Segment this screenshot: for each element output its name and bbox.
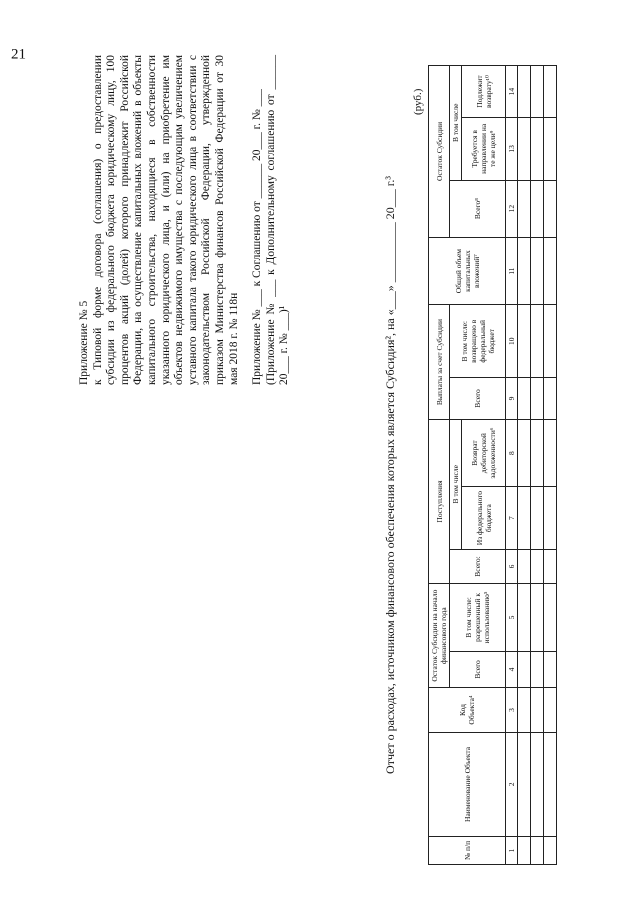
header-num: № п/п	[429, 836, 506, 864]
col-num: 9	[506, 378, 518, 420]
header-income-fed: Из федерального бюджета	[462, 487, 506, 549]
col-num: 8	[506, 419, 518, 487]
report-table	[428, 65, 557, 865]
page-number: 21	[11, 46, 26, 63]
col-num: 13	[506, 118, 518, 180]
col-num: 3	[506, 688, 518, 733]
report-title: Отчет о расходах, источником финансового обеспечения которых является Субсидия², на «___» __________ 20___ г.³	[383, 176, 397, 774]
header-income: Поступления	[429, 419, 450, 583]
header-rest-need: Требуется в направлении на те же цели⁹	[462, 118, 506, 180]
table-row	[518, 66, 531, 865]
col-num: 11	[506, 237, 518, 305]
header-code: Код Объекта⁴	[429, 688, 506, 733]
header-rest-incl: В том числе	[450, 66, 462, 181]
header-capital: Общий объем капитальных вложений⁷	[429, 237, 506, 305]
header-name: Наименование Объекта	[429, 732, 506, 836]
header-paid-total: Всего	[450, 378, 506, 420]
col-num: 4	[506, 651, 518, 687]
header-income-total: Всего:	[450, 549, 506, 583]
col-num: 14	[506, 66, 518, 118]
header-rest-total: Всего⁸	[450, 180, 506, 237]
header-paid-incl: В том числе: возвращено в федеральный бюджет	[450, 305, 506, 378]
header-income-incl: В том числе	[450, 419, 462, 549]
appendix-title: Приложение № 5	[78, 300, 90, 385]
table-row	[544, 66, 557, 865]
header-rest: Остаток Субсидии	[429, 66, 450, 238]
col-num: 10	[506, 305, 518, 378]
col-num: 6	[506, 549, 518, 583]
agreement-ref: Приложение № ___ к Соглашению от ______ 20___ г. № ___	[251, 89, 264, 385]
header-start: Остаток Субсидии на начало финансового года	[429, 584, 450, 688]
header-rest-return: Подлежит возврату¹⁰	[462, 66, 506, 118]
table-row	[531, 66, 544, 865]
header-paid: Выплаты за счет Субсидии	[429, 305, 450, 419]
addendum-ref: (Приложение № ___ к Дополнительному соглашению от ______ 20___ г. № ___)¹	[264, 55, 291, 385]
header-start-total: Всего	[450, 651, 506, 687]
col-num: 5	[506, 584, 518, 652]
col-num: 12	[506, 180, 518, 237]
unit-label: (руб.)	[412, 88, 424, 115]
col-num: 1	[506, 836, 518, 864]
appendix-block	[78, 55, 292, 385]
header-start-incl: В том числе: разрешенный к использованию⁵	[450, 584, 506, 652]
header-income-return: Возврат дебиторской задолженности⁶	[462, 419, 506, 487]
col-num: 2	[506, 732, 518, 836]
col-num: 7	[506, 487, 518, 549]
appendix-text: к Типовой форме договора (соглашения) о предоставлении субсидии из федерального бюджета юридическому лицу, 100 процентов акций (долей) которого принадлежит Российской Федерации, на осуществление капитальных вложений в объекты капитального строительства, находящиеся в собственности указанного юридического лица, и (или) на приобретение им объектов недвижимого имущества с последующим увеличением уставного капитала такого юридического лица в соответствии с законодательством Российской Федерации, утвержденной приказом Министерства финансов Российской Федерации от 30 мая 2018 г. № 118н	[91, 55, 240, 385]
